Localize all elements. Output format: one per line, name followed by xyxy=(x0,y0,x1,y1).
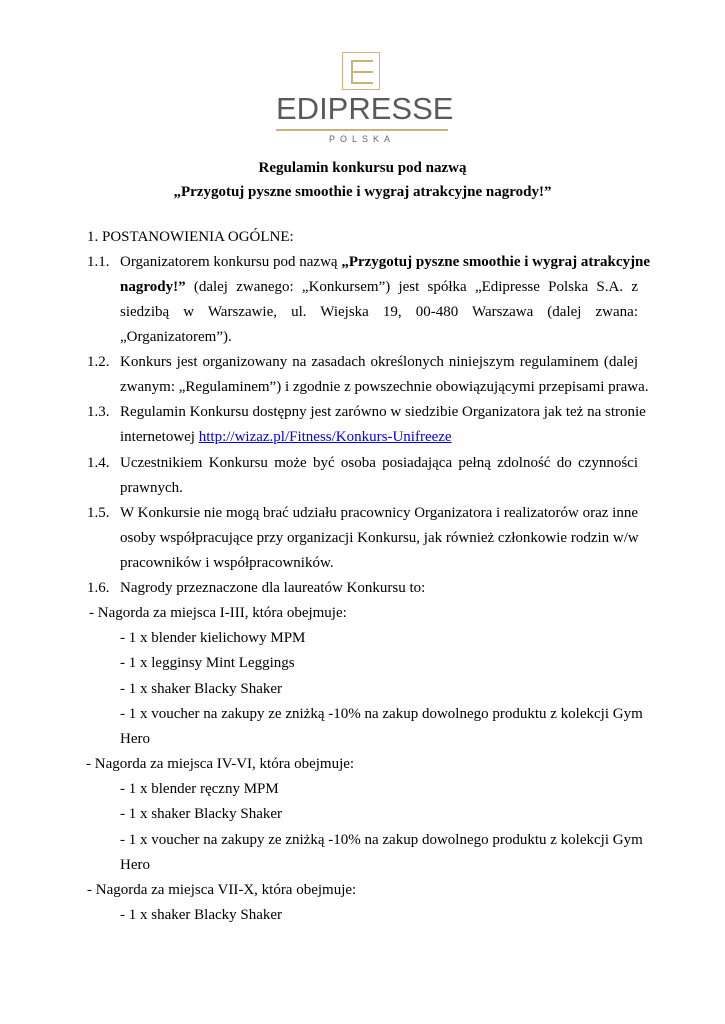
logo-sub: POLSKA xyxy=(328,134,396,144)
item-text: Uczestnikiem Konkursu może być osoba posiadająca pełną zdolność do czynności xyxy=(120,455,638,471)
prize-item: - 1 x voucher na zakupy ze zniżką -10% na zakup dowolnego produktu z kolekcji Gym xyxy=(120,706,643,722)
item-text: nagrody!” (dalej zwanego: „Konkursem”) jest spółka „Edipresse Polska S.A. z xyxy=(120,279,638,295)
prize-item: Hero xyxy=(120,857,150,873)
logo-mark-icon xyxy=(342,52,380,90)
prize-item: - 1 x legginsy Mint Leggings xyxy=(120,655,295,671)
prize-item: - 1 x blender kielichowy MPM xyxy=(120,630,306,646)
item-number: 1.1. xyxy=(87,254,110,270)
item-text: Konkurs jest organizowany na zasadach określonych niniejszym regulaminem (dalej xyxy=(120,354,638,370)
prize-item: - 1 x blender ręczny MPM xyxy=(120,781,279,797)
item-text: prawnych. xyxy=(120,480,183,496)
document-subtitle: „Przygotuj pyszne smoothie i wygraj atrakcyjne nagrody!” xyxy=(173,184,552,200)
prize-item: - 1 x shaker Blacky Shaker xyxy=(120,907,283,923)
prize-group-heading: - Nagorda za miejsca IV-VI, która obejmuje: xyxy=(86,756,355,772)
prize-item: - 1 x shaker Blacky Shaker xyxy=(120,681,283,697)
logo-rule xyxy=(276,129,448,131)
item-text: internetowej http://wizaz.pl/Fitness/Konkurs-Unifreeze xyxy=(120,429,452,445)
item-text: „Organizatorem”). xyxy=(120,329,232,345)
item-number: 1.6. xyxy=(87,580,110,596)
prize-item: - 1 x voucher na zakupy ze zniżką -10% na zakup dowolnego produktu z kolekcji Gym xyxy=(120,832,643,848)
edipresse-logo xyxy=(276,52,454,144)
item-text: pracowników i współpracowników. xyxy=(120,555,334,571)
item-text: siedzibą w Warszawie, ul. Wiejska 19, 00-480 Warszawa (dalej zwana: xyxy=(120,304,638,320)
item-text: osoby współpracujące przy organizacji Konkursu, jak również członkowie rodzin w/w xyxy=(120,530,639,546)
item-text: Regulamin Konkursu dostępny jest zarówno w siedzibie Organizatora jak też na stronie xyxy=(120,404,646,420)
document-title: Regulamin konkursu pod nazwą xyxy=(258,160,467,176)
regulamin-link[interactable]: http://wizaz.pl/Fitness/Konkurs-Unifreeze xyxy=(198,429,452,445)
item-number: 1.5. xyxy=(87,505,110,521)
prize-item: Hero xyxy=(120,731,150,747)
item-text: Nagrody przeznaczone dla laureatów Konkursu to: xyxy=(120,580,426,596)
item-number: 1.4. xyxy=(87,455,110,471)
logo-brand: EDIPRESSE xyxy=(276,91,454,126)
item-text: zwanym: „Regulaminem”) i zgodnie z powszechnie obowiązującymi przepisami prawa. xyxy=(120,379,649,395)
prize-group-heading: - Nagorda za miejsca I-III, która obejmuje: xyxy=(89,605,347,621)
item-text: W Konkursie nie mogą brać udziału pracownicy Organizatora i realizatorów oraz inne xyxy=(120,505,638,521)
prize-group-heading: - Nagorda za miejsca VII-X, która obejmuje: xyxy=(87,882,357,898)
section-heading: 1. POSTANOWIENIA OGÓLNE: xyxy=(87,229,294,245)
prize-item: - 1 x shaker Blacky Shaker xyxy=(120,806,283,822)
item-number: 1.3. xyxy=(87,404,110,420)
item-text: Organizatorem konkursu pod nazwą „Przygotuj pyszne smoothie i wygraj atrakcyjne xyxy=(120,254,651,270)
item-number: 1.2. xyxy=(87,354,110,370)
